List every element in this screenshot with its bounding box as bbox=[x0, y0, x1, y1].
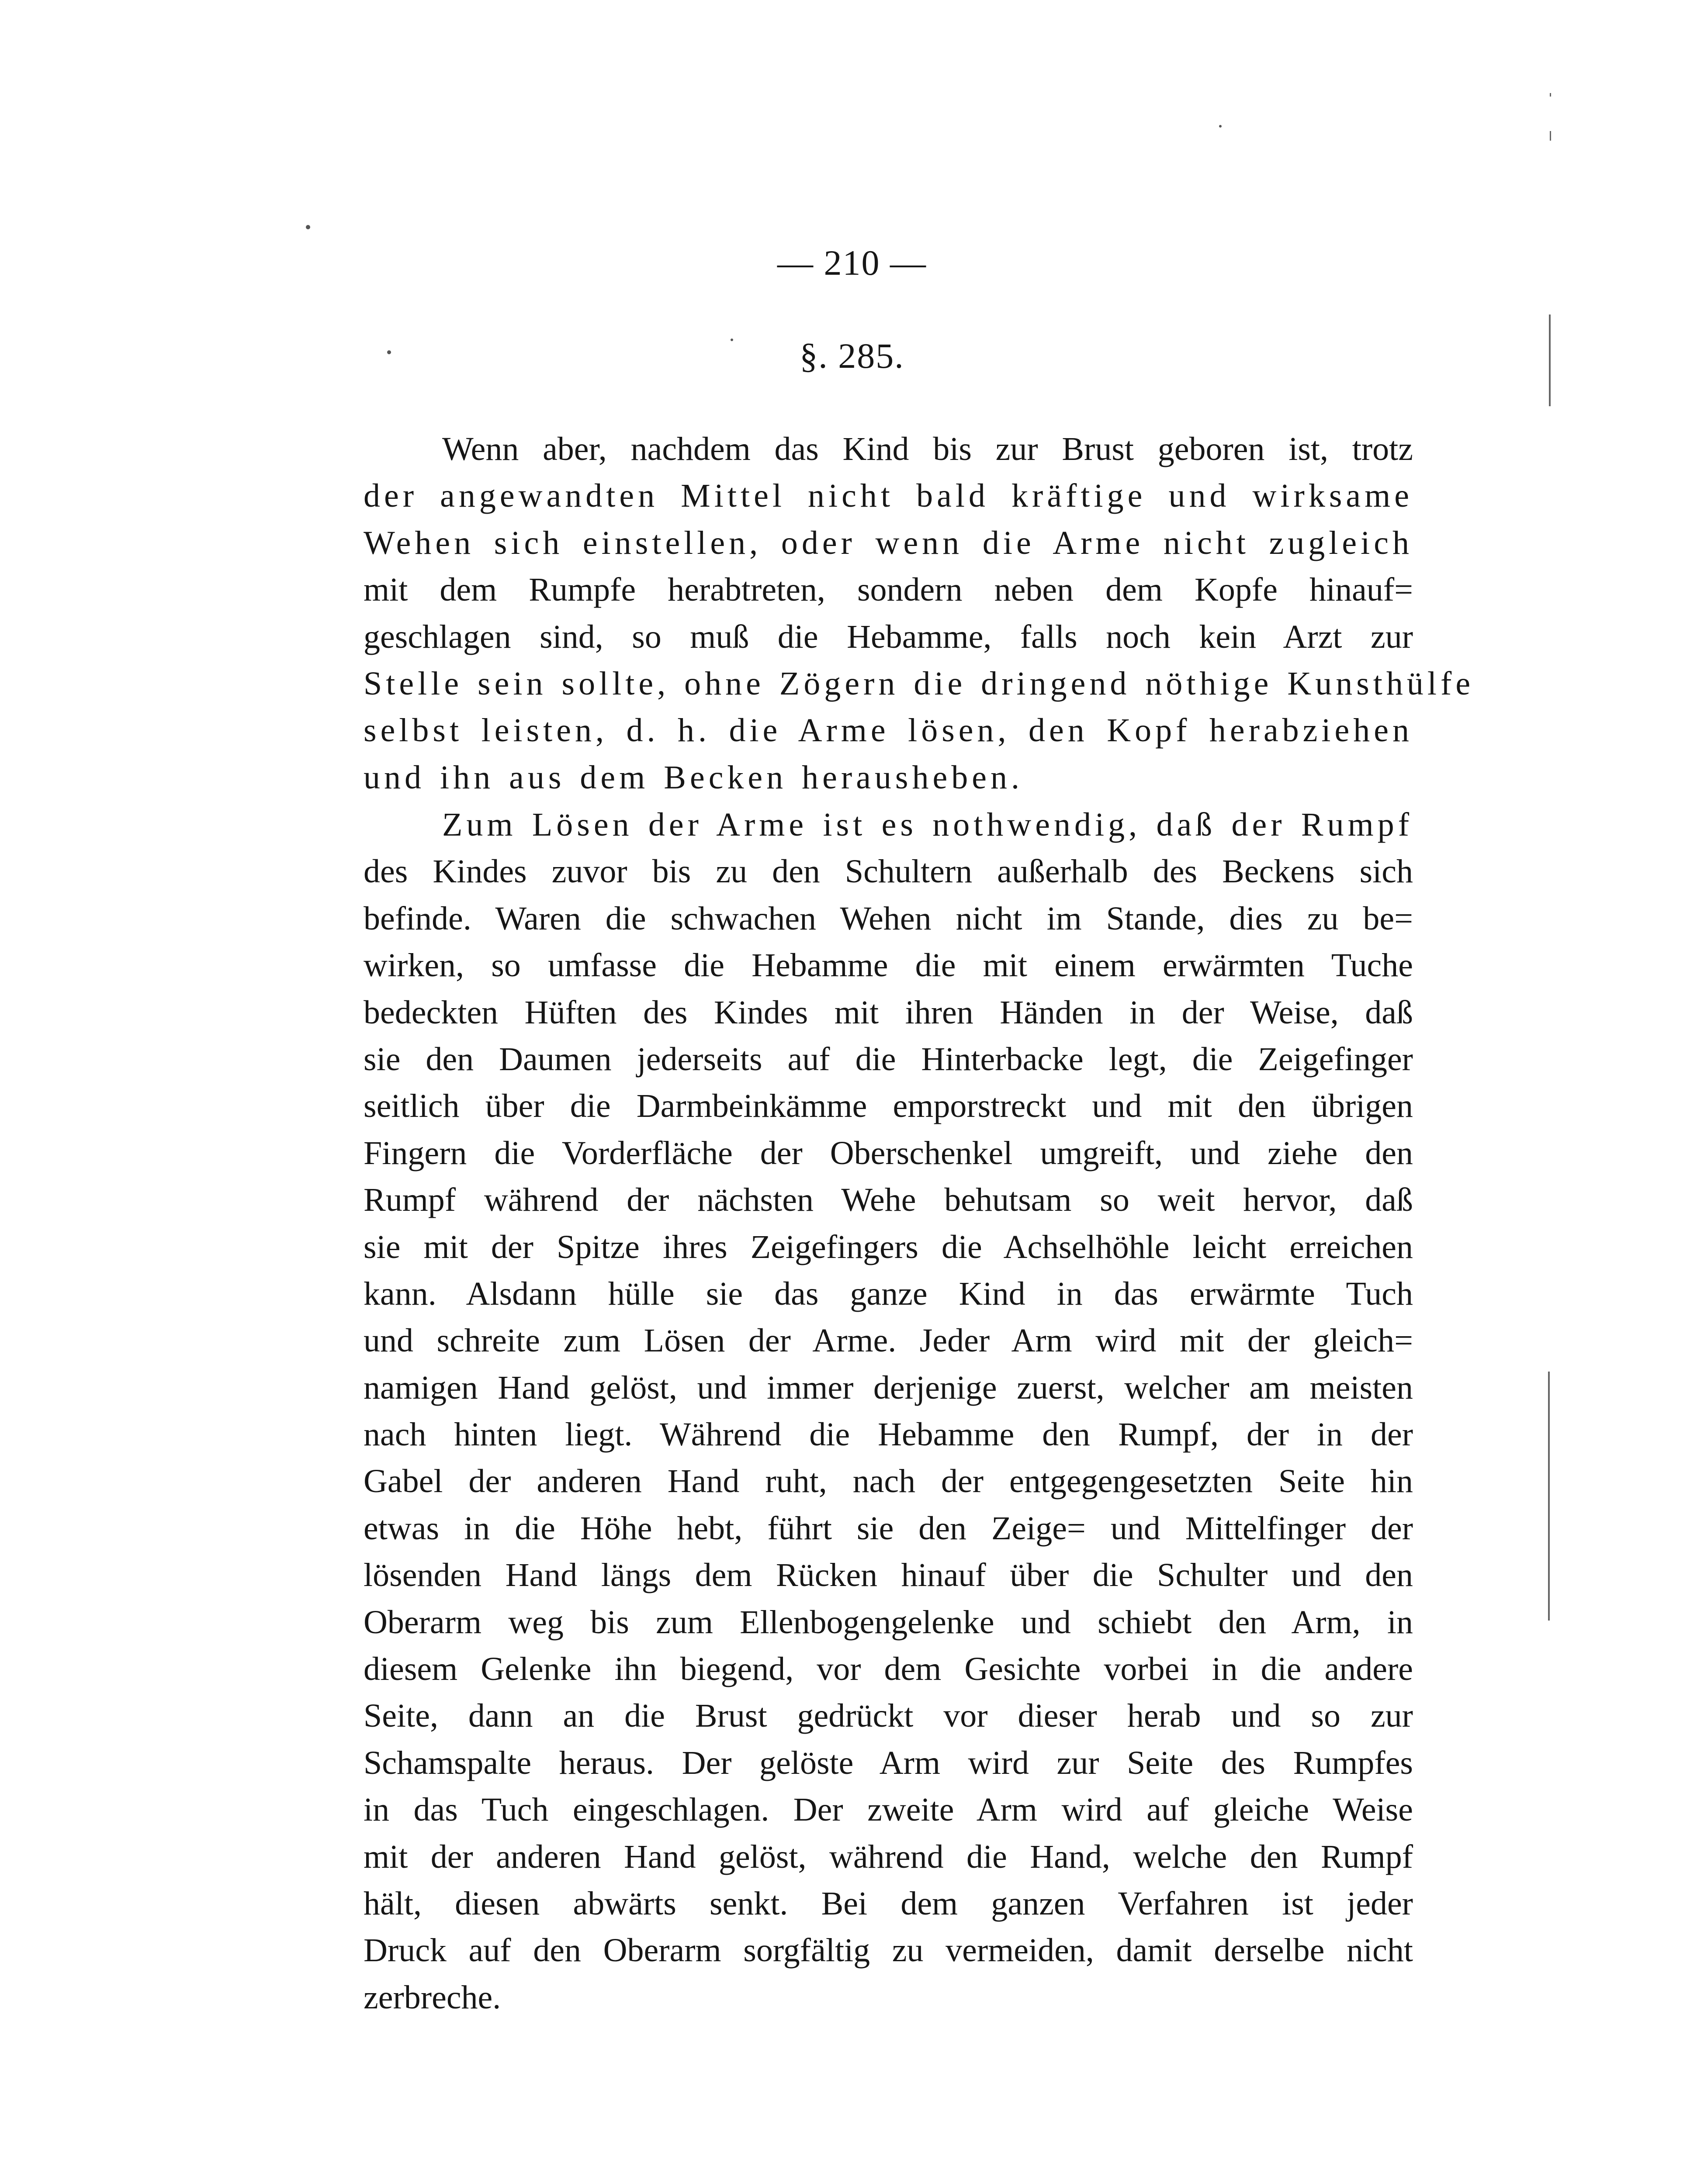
text-line: sie mit der Spitze ihres Zeigefingers die Achselhöhle leicht erreichen bbox=[364, 1228, 1413, 1265]
text-line: Gabel der anderen Hand ruht, nach der entgegengesetzten Seite hin bbox=[364, 1463, 1413, 1500]
text-line: namigen Hand gelöst, und immer derjenige zuerst, welcher am meisten bbox=[364, 1369, 1413, 1406]
text-line: Rumpf während der nächsten Wehe behutsam so weit hervor, daß bbox=[364, 1182, 1413, 1219]
text-line: geschlagen sind, so muß die Hebamme, falls noch kein Arzt zur bbox=[364, 618, 1413, 655]
scan-edge-mark bbox=[1548, 1372, 1550, 1621]
text-line: und ihn aus dem Becken herausheben. bbox=[364, 759, 1023, 796]
scan-edge-mark bbox=[1550, 131, 1551, 141]
paragraph-2 bbox=[364, 802, 1413, 2021]
page-number: — 210 — bbox=[777, 243, 927, 283]
text-line: Wenn aber, nachdem das Kind bis zur Brust geboren ist, trotz bbox=[442, 431, 1413, 467]
text-line: hält, diesen abwärts senkt. Bei dem ganzen Verfahren ist jeder bbox=[364, 1885, 1413, 1922]
text-line: nach hinten liegt. Während die Hebamme den Rumpf, der in der bbox=[364, 1416, 1413, 1453]
text-line: in das Tuch eingeschlagen. Der zweite Arm wird auf gleiche Weise bbox=[364, 1791, 1413, 1828]
scan-edge-mark bbox=[1550, 93, 1551, 97]
text-line: sie den Daumen jederseits auf die Hinterbacke legt, die Zeigefinger bbox=[364, 1040, 1413, 1078]
text-line: des Kindes zuvor bis zu den Schultern außerhalb des Beckens sich bbox=[364, 853, 1413, 890]
text-line: Stelle sein sollte, ohne Zögern die dringend nöthige Kunsthülfe bbox=[364, 665, 1475, 702]
text-line: Fingern die Vorderfläche der Oberschenkel umgreift, und ziehe den bbox=[364, 1134, 1413, 1171]
scan-speck bbox=[1219, 125, 1222, 128]
scan-edge-mark bbox=[1549, 314, 1551, 406]
text-line: Schamspalte heraus. Der gelöste Arm wird zur Seite des Rumpfes bbox=[364, 1744, 1413, 1781]
text-line: etwas in die Höhe hebt, führt sie den Zeige= und Mittelfinger der bbox=[364, 1510, 1413, 1547]
text-line: selbst leisten, d. h. die Arme lösen, den Kopf herabziehen bbox=[364, 712, 1413, 749]
text-line: Oberarm weg bis zum Ellenbogengelenke und schiebt den Arm, in bbox=[364, 1603, 1413, 1641]
text-line: Druck auf den Oberarm sorgfältig zu vermeiden, damit derselbe nicht bbox=[364, 1932, 1413, 1969]
text-line: kann. Alsdann hülle sie das ganze Kind in das erwärmte Tuch bbox=[364, 1275, 1413, 1312]
scan-speck bbox=[387, 350, 391, 354]
paragraph-1 bbox=[364, 426, 1475, 801]
text-line: zerbreche. bbox=[364, 1979, 501, 2016]
text-line: der angewandten Mittel nicht bald kräftige und wirksame bbox=[364, 477, 1413, 515]
text-line: Wehen sich einstellen, oder wenn die Arme nicht zugleich bbox=[364, 524, 1413, 561]
section-heading: §. 285. bbox=[800, 336, 904, 376]
scan-speck bbox=[731, 339, 733, 341]
text-line: und schreite zum Lösen der Arme. Jeder Arm wird mit der gleich= bbox=[364, 1322, 1413, 1359]
scan-speck bbox=[306, 225, 310, 229]
text-line: diesem Gelenke ihn biegend, vor dem Gesichte vorbei in die andere bbox=[364, 1651, 1413, 1688]
text-line: mit der anderen Hand gelöst, während die Hand, welche den Rumpf bbox=[364, 1838, 1413, 1875]
text-line: Seite, dann an die Brust gedrückt vor dieser herab und so zur bbox=[364, 1697, 1413, 1735]
text-line: Zum Lösen der Arme ist es nothwendig, daß der Rumpf bbox=[442, 806, 1413, 843]
text-line: seitlich über die Darmbeinkämme emporstreckt und mit den übrigen bbox=[364, 1088, 1413, 1125]
text-line: mit dem Rumpfe herabtreten, sondern neben dem Kopfe hinauf= bbox=[364, 571, 1413, 608]
text-line: befinde. Waren die schwachen Wehen nicht im Stande, dies zu be= bbox=[364, 900, 1413, 937]
text-line: lösenden Hand längs dem Rücken hinauf über die Schulter und den bbox=[364, 1557, 1413, 1594]
text-line: wirken, so umfasse die Hebamme die mit einem erwärmten Tuche bbox=[364, 947, 1413, 984]
text-line: bedeckten Hüften des Kindes mit ihren Händen in der Weise, daß bbox=[364, 994, 1413, 1031]
